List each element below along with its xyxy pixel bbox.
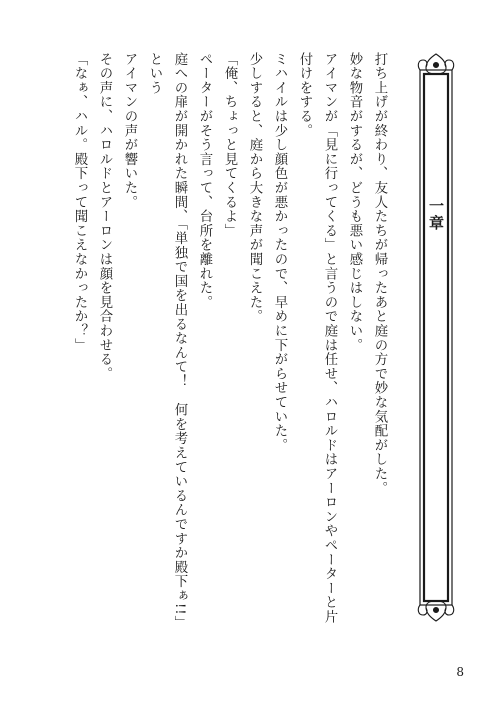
paragraph: 少しすると、庭から大きな声が聞こえた。	[247, 52, 262, 324]
paragraph: ミハイルは少し顔色が悪かったので、早めに下がらせていた。	[272, 52, 287, 453]
paragraph: その声に、ハロルドとアーロンは顔を見合わせる。	[97, 52, 112, 381]
paragraph: 打ち上げが終わり、友人たちが帰ったあと庭の方で妙な気配がした。	[372, 52, 387, 496]
page-number: 8	[456, 665, 464, 679]
paragraph: ペーターがそう言って、台所を離れた。	[197, 52, 212, 310]
paragraph: アイマンが「見に行ってくる」と言うので庭は任せ、ハロルドはアーロンやペーターと片付けをする。	[297, 52, 337, 624]
paragraph: 庭への扉が開かれた瞬間、「単独で国を出るなんて！ 何を考えているんですか殿下ぁ!!」という	[147, 52, 187, 624]
chapter-header-box	[416, 52, 456, 623]
vertical-body-text	[67, 52, 392, 627]
paragraph: 妙な物音がするが、どうも悪い感じはしない。	[347, 52, 362, 353]
ornamental-frame	[416, 52, 456, 623]
paragraph: 「俺、ちょっと見てくるよ」	[222, 52, 237, 238]
paragraph: アイマンの声が響いた。	[122, 52, 137, 210]
chapter-title: 一章	[427, 198, 445, 232]
paragraph: 「なぁ、ハル。殿下って聞こえなかったか？」	[72, 52, 87, 353]
